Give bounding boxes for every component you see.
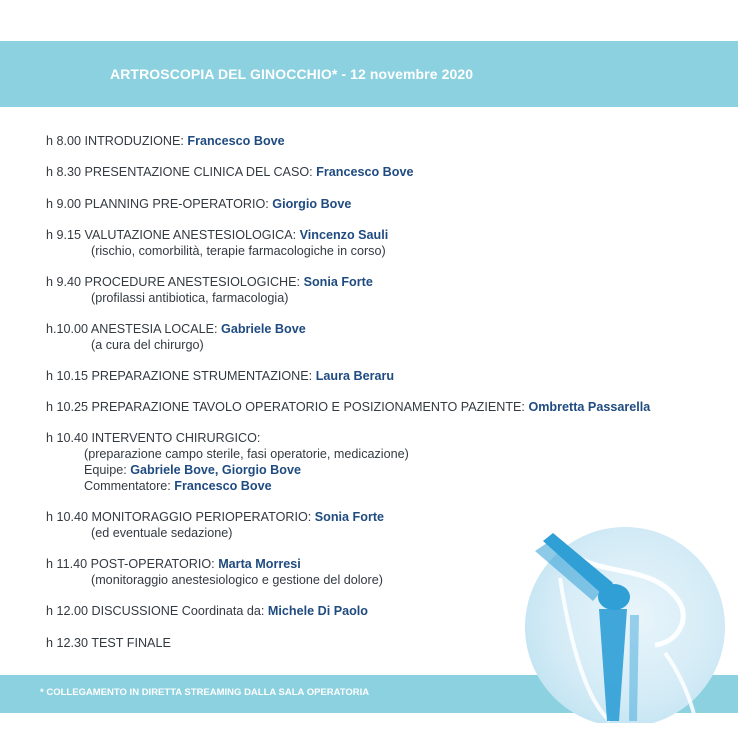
item-label: PREPARAZIONE STRUMENTAZIONE: xyxy=(91,369,313,383)
item-speaker: Michele Di Paolo xyxy=(267,604,368,618)
item-label: DISCUSSIONE Coordinata da: xyxy=(91,604,265,618)
item-speaker: Francesco Bove xyxy=(187,134,285,148)
item-speaker: Sonia Forte xyxy=(314,510,385,524)
item-label: ANESTESIA LOCALE: xyxy=(90,322,218,336)
program-item xyxy=(46,430,409,494)
item-speaker: Ombretta Passarella xyxy=(528,400,651,414)
item-label: PLANNING PRE-OPERATORIO: xyxy=(84,197,269,211)
item-speaker: Giorgio Bove xyxy=(272,197,352,211)
item-label: MONITORAGGIO PERIOPERATORIO: xyxy=(91,510,312,524)
item-time: h 9.00 xyxy=(46,197,82,211)
equipe-names: Gabriele Bove, Giorgio Bove xyxy=(130,463,301,477)
program-item xyxy=(46,196,351,212)
knee-joint-icon xyxy=(515,523,725,723)
item-time: h 12.00 xyxy=(46,604,89,618)
commentatore-line xyxy=(46,478,409,494)
item-time: h 10.15 xyxy=(46,369,89,383)
item-detail: (rischio, comorbilità, terapie farmacologiche in corso) xyxy=(91,244,386,258)
item-label: INTRODUZIONE: xyxy=(84,134,184,148)
program-item xyxy=(46,368,394,384)
item-label: PROCEDURE ANESTESIOLOGICHE: xyxy=(84,275,301,289)
program-item xyxy=(46,635,171,651)
page-title: ARTROSCOPIA DEL GINOCCHIO* - 12 novembre 2020 xyxy=(110,66,474,82)
item-detail: (profilassi antibiotica, farmacologia) xyxy=(91,291,289,305)
item-detail: (preparazione campo sterile, fasi operatorie, medicazione) xyxy=(84,447,409,461)
item-label: PRESENTAZIONE CLINICA DEL CASO: xyxy=(84,165,313,179)
program-item xyxy=(46,509,384,541)
item-label: PREPARAZIONE TAVOLO OPERATORIO E POSIZIONAMENTO PAZIENTE: xyxy=(91,400,525,414)
item-time: h 8.00 xyxy=(46,134,82,148)
item-time: h.10.00 xyxy=(46,322,89,336)
program-item xyxy=(46,164,413,180)
program-item xyxy=(46,603,368,619)
program-item xyxy=(46,321,306,353)
item-label: INTERVENTO CHIRURGICO: xyxy=(91,431,261,445)
item-detail: (monitoraggio anestesiologico e gestione del dolore) xyxy=(91,573,383,587)
item-time: h 10.40 xyxy=(46,510,89,524)
program-item xyxy=(46,227,388,259)
program-item xyxy=(46,556,383,588)
program-item xyxy=(46,399,650,415)
item-time: h 12.30 xyxy=(46,636,89,650)
item-speaker: Francesco Bove xyxy=(316,165,414,179)
commentatore-name: Francesco Bove xyxy=(174,479,272,493)
item-speaker: Marta Morresi xyxy=(218,557,301,571)
item-time: h 8.30 xyxy=(46,165,82,179)
item-detail: (ed eventuale sedazione) xyxy=(91,526,233,540)
item-time: h 10.25 xyxy=(46,400,89,414)
item-speaker: Laura Beraru xyxy=(315,369,395,383)
commentatore-label: Commentatore: xyxy=(84,479,171,493)
program-item xyxy=(46,133,285,149)
item-time: h 11.40 xyxy=(46,557,88,571)
item-time: h 9.40 xyxy=(46,275,82,289)
item-detail: (a cura del chirurgo) xyxy=(91,338,204,352)
equipe-label: Equipe: xyxy=(84,463,131,477)
item-speaker: Vincenzo Sauli xyxy=(299,228,389,242)
program-item xyxy=(46,274,373,306)
item-speaker: Gabriele Bove xyxy=(221,322,306,336)
item-label: POST-OPERATORIO: xyxy=(90,557,215,571)
item-time: h 10.40 xyxy=(46,431,89,445)
item-label: TEST FINALE xyxy=(91,636,171,650)
equipe-line xyxy=(46,462,409,478)
item-speaker: Sonia Forte xyxy=(303,275,373,289)
item-time: h 9.15 xyxy=(46,228,82,242)
item-label: VALUTAZIONE ANESTESIOLOGICA: xyxy=(84,228,297,242)
footer-note: * COLLEGAMENTO IN DIRETTA STREAMING DALLA SALA OPERATORIA xyxy=(40,687,370,698)
